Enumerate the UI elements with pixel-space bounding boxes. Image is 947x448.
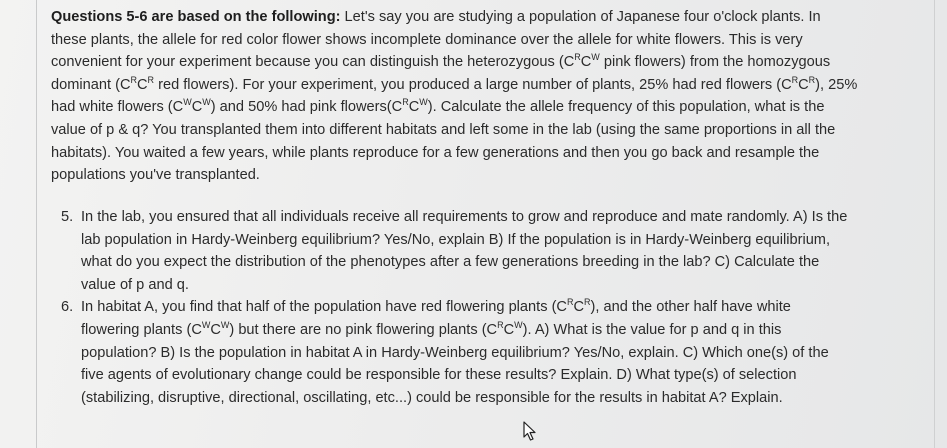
- right-margin-rule: [934, 0, 935, 448]
- question-5: [51, 206, 851, 296]
- question-text: In the lab, you ensured that all individuals receive all requirements to grow and reproduce and mate randomly. A) Is the lab population in Hardy-Weinberg equilibrium? Yes/No, explain B) If the population is in Hardy-Weinberg equilibrium, what do you expect the distribution of the phenotypes after a few generations breeding in the lab? C) Calculate the value of p and q.: [81, 209, 848, 293]
- mouse-pointer-icon: [523, 421, 537, 441]
- question-6: [51, 296, 851, 409]
- question-list: [51, 206, 851, 409]
- question-text: In habitat A, you find that half of the population have red flowering plants $(C^RC^R)$, and the other half have white flowering plants $(C^WC^W)$ but there are no pink flowering plants $(C^RC^W)$. A) What is the value for p and q in this population? B) Is the population in habitat A in Hardy-Weinberg equilibrium? Yes/No, explain. C) Which one(s) of the five agents of evolutionary change could be responsible for these results? Explain. D) What type(s) of selection (stabilizing, disruptive, directional, oscillating, etc...) could be responsible for the results in habitat A? Explain.: [81, 297, 829, 406]
- left-margin-rule: [36, 0, 37, 448]
- question-stem: Questions 5-6 are based on the following: Let's say you are studying a population of Japanese four o'clock plants. In these plants, the allele for red color flower shows incomplete dominance over the allele for white flowers. This is very convenient for your experiment because you can distinguish the heterozygous ($C^RC^W$ pink flowers) from the homozygous dominant ($C^RC^R$ red flowers). For your experiment, you produced a large number of plants, 25% had red flowers $(C^RC^R)$, 25% had white flowers $(C^WC^W)$ and 50% had pink $flowers(C^RC^W)$. Calculate the allele frequency of this population, what is the value of p & q? You transplanted them into different habitats and left some in the lab (using the same proportions in all the habitats). You waited a few years, while plants reproduce for a few generations and then you go back and resample the populations you've transplanted.: [51, 9, 858, 184]
- question-number: 6.: [61, 299, 74, 316]
- stem-lead: Questions 5-6 are based on the following:: [51, 9, 341, 25]
- question-number: 5.: [61, 209, 74, 225]
